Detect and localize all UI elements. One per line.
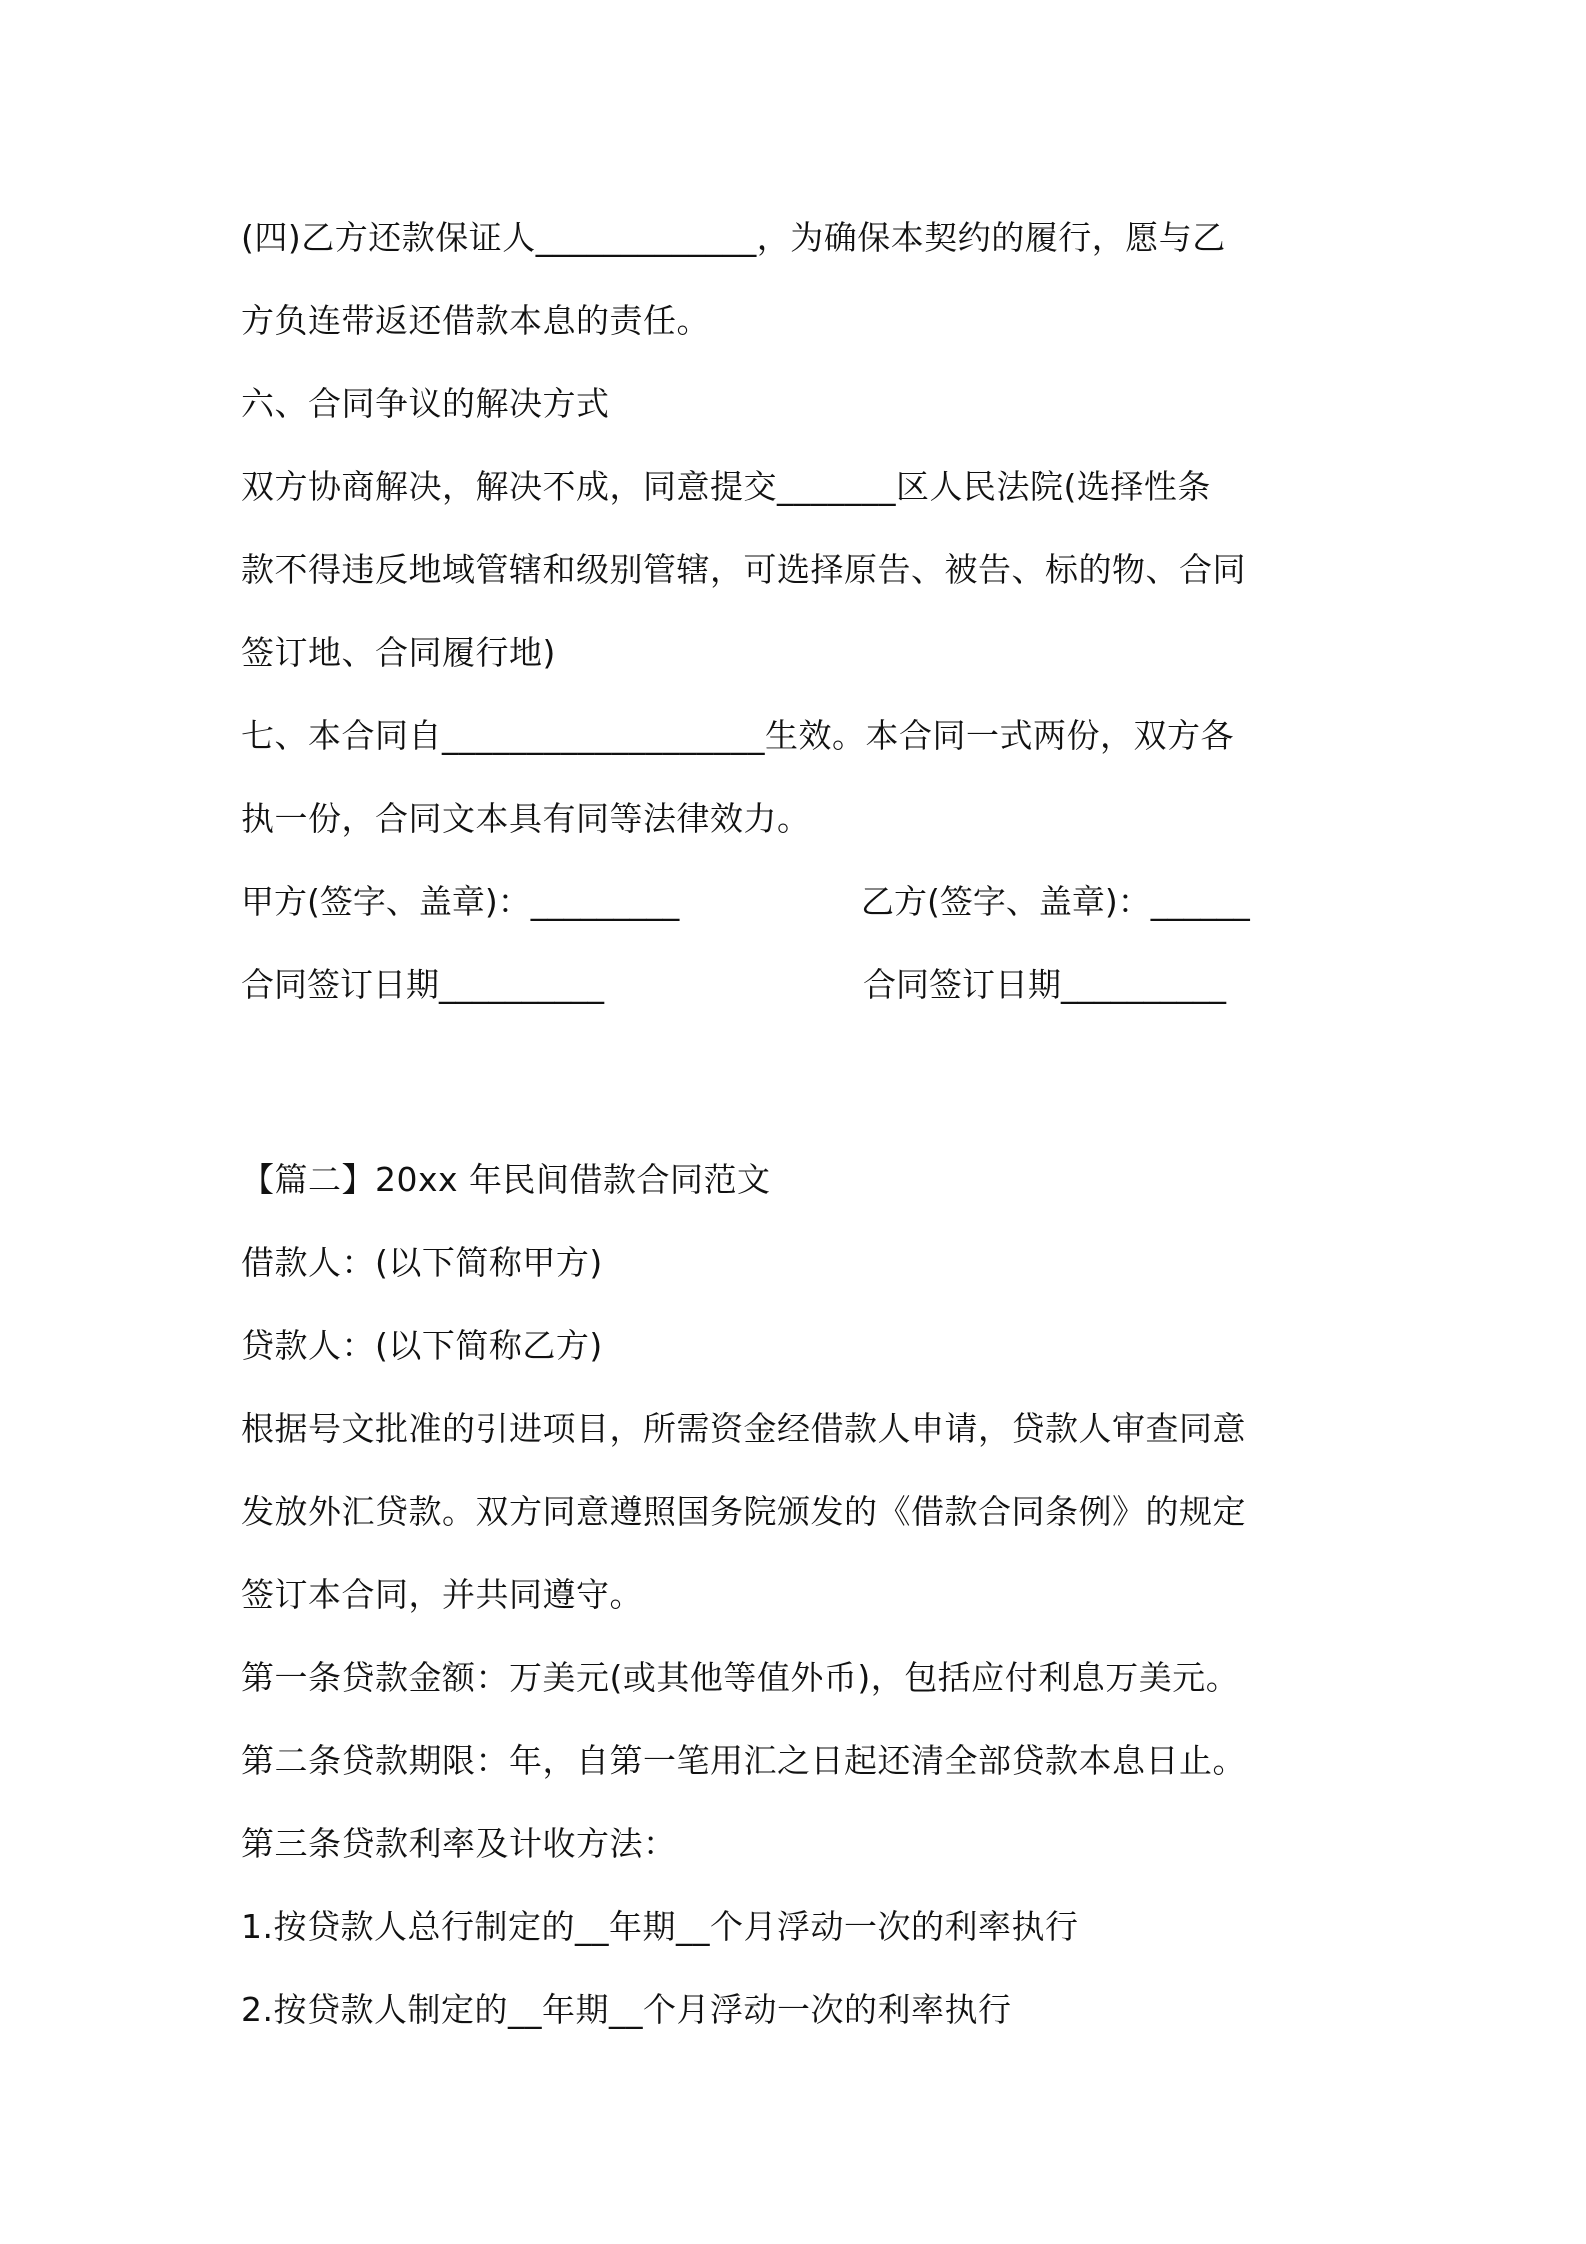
party-a-signing-date: 合同签订日期__________ <box>241 965 604 1004</box>
party-b-signing-date: 合同签订日期__________ <box>863 965 1226 1004</box>
section-spacer <box>241 1026 1361 1138</box>
article-2-loan-term: 第二条贷款期限：年，自第一笔用汇之日起还清全部贷款本息日止。 <box>241 1741 1246 1780</box>
part-two-heading: 【篇二】20xx 年民间借款合同范文 <box>241 1160 771 1199</box>
article-1-loan-amount: 第一条贷款金额：万美元(或其他等值外币)，包括应付利息万美元。 <box>241 1658 1240 1697</box>
section-6-line-1: 双方协商解决，解决不成，同意提交_______区人民法院(选择性条 <box>241 467 1211 506</box>
document-body <box>241 196 1361 2051</box>
borrower-line: 借款人：(以下简称甲方) <box>241 1243 603 1282</box>
section-6-line-3: 签订地、合同履行地) <box>241 633 556 672</box>
intro-line-2: 发放外汇贷款。双方同意遵照国务院颁发的《借款合同条例》的规定 <box>241 1492 1246 1531</box>
article-3-interest-rate: 第三条贷款利率及计收方法： <box>241 1824 677 1863</box>
signing-date-row <box>241 943 1361 1026</box>
section-6-title: 六、合同争议的解决方式 <box>241 384 610 423</box>
signature-row <box>241 860 1361 943</box>
party-a-signature: 甲方(签字、盖章)：_________ <box>241 882 680 921</box>
interest-item-1: 1.按贷款人总行制定的__年期__个月浮动一次的利率执行 <box>241 1907 1079 1946</box>
guarantor-clause-line-1: (四)乙方还款保证人_____________，为确保本契约的履行，愿与乙 <box>241 218 1226 257</box>
intro-line-3: 签订本合同，并共同遵守。 <box>241 1575 643 1614</box>
intro-line-1: 根据号文批准的引进项目，所需资金经借款人申请，贷款人审查同意 <box>241 1409 1246 1448</box>
interest-item-2: 2.按贷款人制定的__年期__个月浮动一次的利率执行 <box>241 1990 1012 2029</box>
guarantor-clause-line-2: 方负连带返还借款本息的责任。 <box>241 301 710 340</box>
party-b-signature: 乙方(签字、盖章)：______ <box>861 882 1250 921</box>
section-7-line-2: 执一份，合同文本具有同等法律效力。 <box>241 799 811 838</box>
section-7-line-1: 七、本合同自___________________生效。本合同一式两份，双方各 <box>241 716 1234 755</box>
lender-line: 贷款人：(以下简称乙方) <box>241 1326 603 1365</box>
section-6-line-2: 款不得违反地域管辖和级别管辖，可选择原告、被告、标的物、合同 <box>241 550 1246 589</box>
